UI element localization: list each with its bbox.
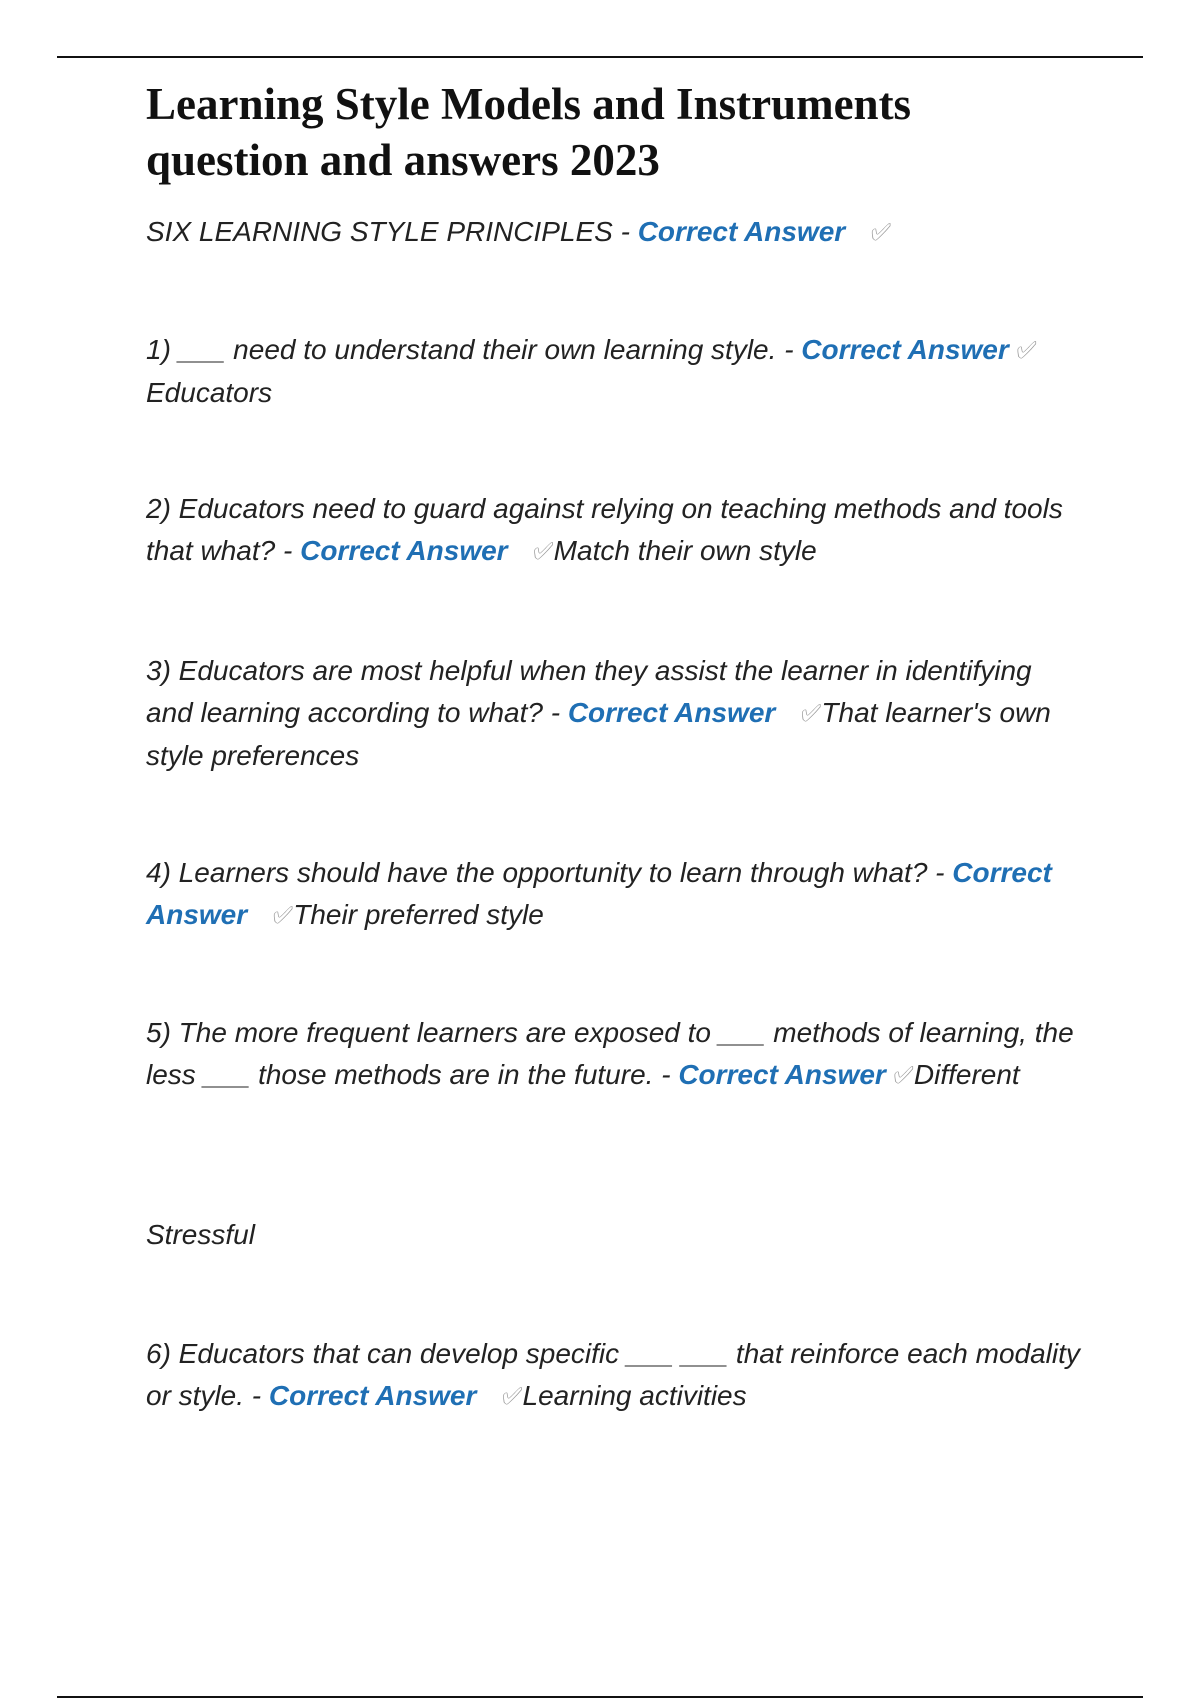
- question-item-6: [146, 1333, 1086, 1418]
- top-rule: [57, 56, 1143, 58]
- correct-answer-label: Correct Answer: [637, 216, 846, 247]
- check-icon: ✅︎: [502, 1383, 523, 1410]
- question-item-2: [146, 488, 1086, 573]
- question-item-3: [146, 650, 1086, 777]
- check-icon: ✅︎: [533, 538, 554, 565]
- correct-answer-label: Correct Answer: [678, 1059, 886, 1090]
- question-item-5: [146, 1012, 1086, 1097]
- answer-text: Their preferred style: [293, 899, 544, 930]
- principles-heading: [146, 211, 1086, 254]
- correct-answer-label: Correct Answer: [146, 857, 1052, 930]
- question-text: 4) Learners should have the opportunity to learn through what? -: [146, 857, 945, 888]
- check-icon: ✅︎: [272, 902, 294, 929]
- correct-answer-label: Correct Answer: [567, 697, 776, 728]
- check-icon: ✅︎: [1016, 337, 1037, 364]
- check-icon: ✅︎: [870, 219, 892, 246]
- question-item-4: [146, 852, 1086, 937]
- answer-text: Learning activities: [522, 1380, 747, 1411]
- question-text: 3) Educators are most helpful when they assist the learner in identifying and learning according to what? -: [146, 655, 1032, 728]
- question-item-1: [146, 329, 1086, 414]
- check-icon: ✅︎: [893, 1062, 914, 1089]
- answer-text: Educators: [146, 377, 273, 408]
- correct-answer-label: Correct Answer: [801, 334, 1009, 365]
- question-text: 6) Educators that can develop specific ___ ___ that reinforce each modality or style. -: [146, 1338, 1080, 1411]
- bottom-rule: [57, 1696, 1143, 1698]
- question-text: SIX LEARNING STYLE PRINCIPLES -: [146, 216, 630, 247]
- check-icon: ✅︎: [801, 700, 822, 727]
- document-title: Learning Style Models and Instruments question and answers 2023: [146, 79, 912, 185]
- correct-answer-label: Correct Answer: [268, 1380, 477, 1411]
- question-text: 1) ___ need to understand their own learning style. -: [146, 334, 794, 365]
- answer-text: That learner's own style preferences: [146, 697, 1051, 771]
- stressful-line: Stressful: [146, 1219, 255, 1250]
- answer-text: Different: [913, 1059, 1020, 1090]
- question-text: 2) Educators need to guard against relying on teaching methods and tools that what? -: [146, 493, 1063, 566]
- answer-text: Match their own style: [553, 535, 817, 566]
- correct-answer-label: Correct Answer: [300, 535, 508, 566]
- question-text: 5) The more frequent learners are exposed to ___ methods of learning, the less ___ those methods are in the future. -: [146, 1017, 1074, 1090]
